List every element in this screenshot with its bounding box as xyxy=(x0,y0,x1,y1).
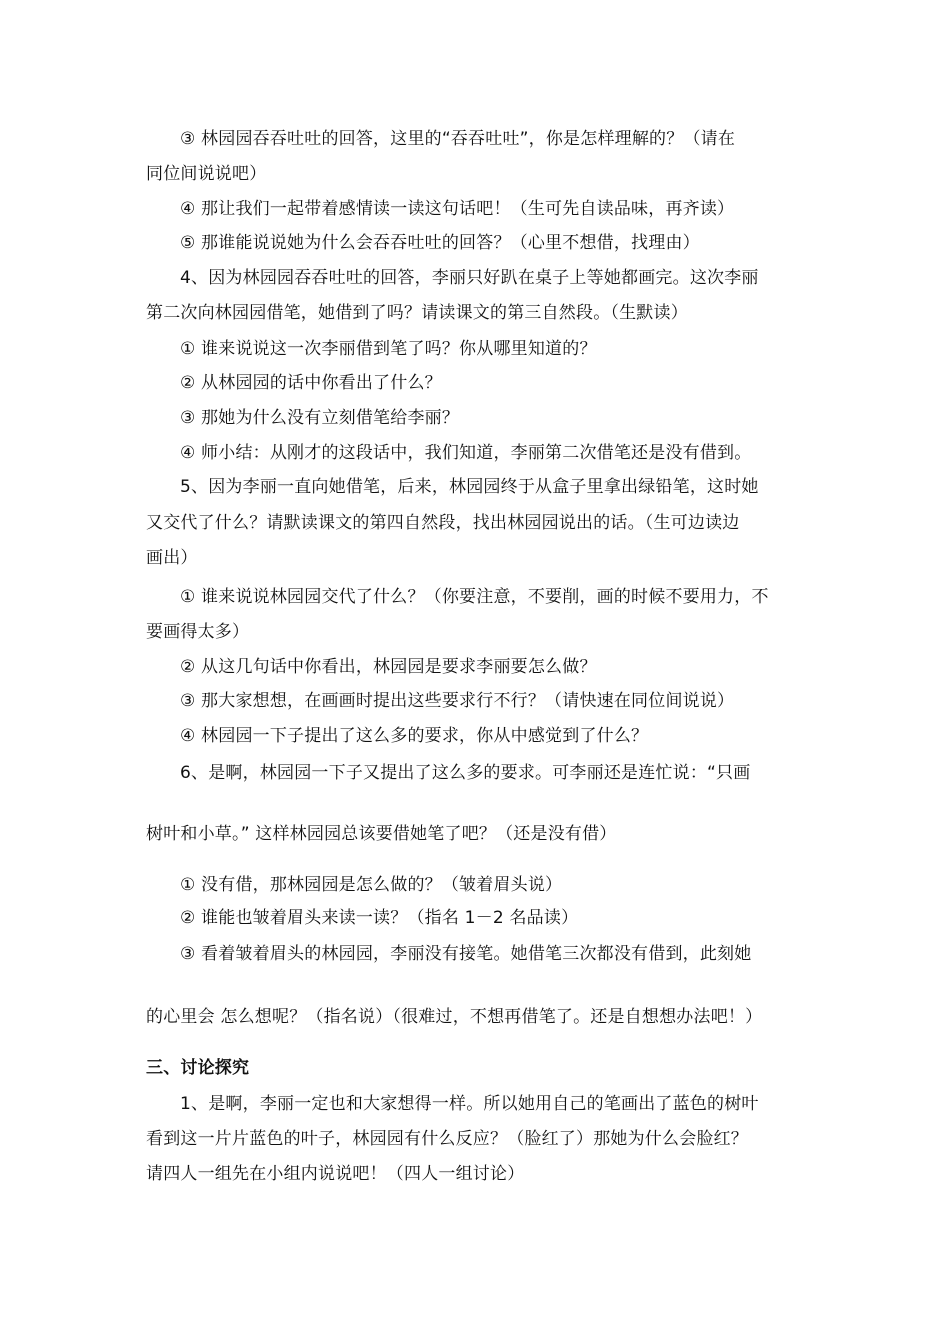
text-line: 1、是啊，李丽一定也和大家想得一样。所以她用自己的笔画出了蓝色的树叶 xyxy=(180,1094,759,1114)
text-line: 6、是啊，林园园一下子又提出了这么多的要求。可李丽还是连忙说：“只画 xyxy=(180,763,751,783)
text-line: 看到这一片片蓝色的叶子，林园园有什么反应？（脸红了）那她为什么会脸红？ xyxy=(146,1129,748,1149)
text-line: ③ 看着皱着眉头的林园园，李丽没有接笔。她借笔三次都没有借到，此刻她 xyxy=(180,944,752,964)
text-line: ③ 那大家想想，在画画时提出这些要求行不行？（请快速在同位间说说） xyxy=(180,691,735,711)
text-line: 4、因为林园园吞吞吐吐的回答，李丽只好趴在桌子上等她都画完。这次李丽 xyxy=(180,268,759,288)
text-line: 的心里会 怎么想呢？（指名说）（很难过，不想再借笔了。还是自想想办法吧！） xyxy=(146,1007,763,1027)
text-line: ④ 师小结：从刚才的这段话中，我们知道，李丽第二次借笔还是没有借到。 xyxy=(180,443,752,463)
text-line: 树叶和小草。” 这样林园园总该要借她笔了吧？（还是没有借） xyxy=(146,824,617,844)
text-line: 画出） xyxy=(146,548,198,568)
text-line: ② 谁能也皱着眉头来读一读？（指名 1－2 名品读） xyxy=(180,908,579,928)
text-line: ② 从林园园的话中你看出了什么？ xyxy=(180,373,442,393)
text-line: ④ 林园园一下子提出了这么多的要求，你从中感觉到了什么？ xyxy=(180,726,649,746)
text-line: 要画得太多） xyxy=(146,622,250,642)
text-line: 5、因为李丽一直向她借笔，后来，林园园终于从盒子里拿出绿铅笔，这时她 xyxy=(180,477,759,497)
text-line: ④ 那让我们一起带着感情读一读这句话吧！（生可先自读品味，再齐读） xyxy=(180,199,735,219)
text-line: ① 没有借，那林园园是怎么做的？（皱着眉头说） xyxy=(180,875,563,895)
text-line: ② 从这几句话中你看出，林园园是要求李丽要怎么做？ xyxy=(180,657,597,677)
text-line: 第二次向林园园借笔，她借到了吗？请读课文的第三自然段。（生默读） xyxy=(146,303,688,323)
text-line: 请四人一组先在小组内说说吧！（四人一组讨论） xyxy=(146,1164,525,1184)
text-line: 同位间说说吧） xyxy=(146,164,267,184)
text-line: ① 谁来说说这一次李丽借到笔了吗？你从哪里知道的？ xyxy=(180,339,597,359)
section-heading: 三、讨论探究 xyxy=(146,1058,250,1078)
text-line: ③ 林园园吞吞吐吐的回答，这里的“吞吞吐吐”，你是怎样理解的？（请在 xyxy=(180,129,736,149)
text-line: ① 谁来说说林园园交代了什么？（你要注意，不要削，画的时候不要用力，不 xyxy=(180,587,769,607)
text-line: ⑤ 那谁能说说她为什么会吞吞吐吐的回答？（心里不想借，找理由） xyxy=(180,233,700,253)
text-line: 又交代了什么？请默读课文的第四自然段，找出林园园说出的话。（生可边读边 xyxy=(146,513,740,533)
text-line: ③ 那她为什么没有立刻借笔给李丽？ xyxy=(180,408,460,428)
